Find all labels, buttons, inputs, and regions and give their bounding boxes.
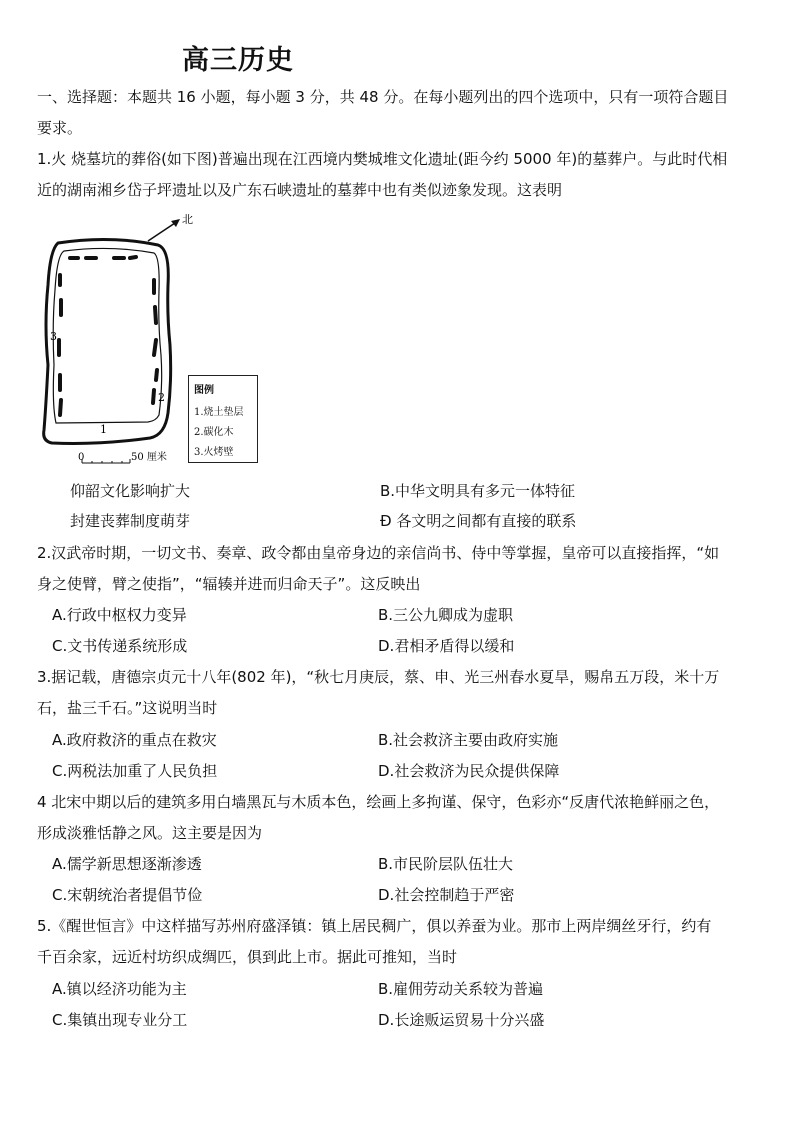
section-instructions-line1: 一、选择题：本题共 16 小题，每小题 3 分，共 48 分。在每小题列出的四个选项中，只有一项符合题目 (37, 88, 729, 106)
q3-option-a: A.政府救济的重点在救灾 (52, 731, 217, 749)
section-instructions-line2: 要求。 (37, 119, 83, 137)
label-2: 2 (158, 391, 165, 404)
q2-option-a: A.行政中枢权力变异 (52, 606, 187, 624)
q4-option-c: C.宋朝统治者提倡节俭 (52, 886, 203, 904)
q1-option-c: 封建丧葬制度萌芽 (70, 512, 191, 530)
q4-option-d: D.社会控制趋于严密 (378, 886, 515, 904)
legend-item-3: 3.火烤壁 (194, 447, 234, 458)
q3-stem-line2: 石，盐三千石。”这说明当时 (37, 699, 218, 717)
q1-option-b: B.中华文明具有多元一体特征 (380, 482, 576, 500)
legend-item-1: 1.烧土垫层 (194, 407, 244, 418)
q1-option-d: Đ 各文明之间都有直接的联系 (380, 512, 577, 530)
legend-title: 图例 (194, 385, 214, 396)
carbonized-wood-marks (59, 257, 157, 415)
q5-option-a: A.镇以经济功能为主 (52, 980, 187, 998)
q1-option-a: 仰韶文化影响扩大 (70, 482, 191, 500)
q4-stem-line2: 形成淡雅恬静之风。这主要是因为 (37, 824, 263, 842)
q5-option-d: D.长途贩运贸易十分兴盛 (378, 1011, 545, 1029)
q5-option-b: B.雇佣劳动关系较为普遍 (378, 980, 544, 998)
q4-stem-line1: 4 北宋中期以后的建筑多用白墙黑瓦与木质本色，绘画上多拘谨、保守，色彩亦“反唐代浓艳鲜丽之色， (37, 793, 720, 811)
figure-legend (188, 375, 258, 463)
legend-item-2: 2.碳化木 (194, 427, 234, 438)
scale-start: 0 (78, 452, 85, 463)
north-label: 北 (182, 213, 193, 226)
scale-end: 50 厘米 (131, 452, 167, 463)
q3-option-d: D.社会救济为民众提供保障 (378, 762, 560, 780)
q3-option-c: C.两税法加重了人民负担 (52, 762, 218, 780)
label-1: 1 (100, 423, 107, 436)
q5-option-c: C.集镇出现专业分工 (52, 1011, 188, 1029)
q3-stem-line1: 3.据记载，唐德宗贞元十八年(802 年)，“秋七月庚辰，蔡、申、光三州春水夏旱，赐帛五万段，米十万 (37, 668, 720, 686)
q2-stem-line2: 身之使臂，臂之使指”，“辐辏并进而归命天子”。这反映出 (37, 575, 421, 593)
q2-option-d: D.君相矛盾得以缓和 (378, 637, 515, 655)
q4-option-b: B.市民阶层队伍壮大 (378, 855, 514, 873)
q4-option-a: A.儒学新思想逐渐渗透 (52, 855, 202, 873)
q3-option-b: B.社会救济主要由政府实施 (378, 731, 559, 749)
q2-option-c: C.文书传递系统形成 (52, 637, 188, 655)
pit-outline (44, 239, 171, 443)
scale-bar (82, 459, 130, 463)
page-title: 高三历史 (182, 45, 294, 76)
label-3: 3 (50, 330, 57, 343)
q1-stem-line2: 近的湖南湘乡岱子坪遗址以及广东石峡遗址的墓葬中也有类似迹象发现。这表明 (37, 181, 563, 199)
q5-stem-line1: 5.《醒世恒言》中这样描写苏州府盛泽镇：镇上居民稠广，俱以养蚕为业。那市上两岸绸丝牙行，约有 (37, 917, 712, 935)
q2-stem-line1: 2.汉武帝时期，一切文书、奏章、政令都由皇帝身边的亲信尚书、侍中等掌握，皇帝可以直接指挥，“如 (37, 544, 720, 562)
q2-option-b: B.三公九卿成为虚职 (378, 606, 514, 624)
q5-stem-line2: 千百余家，远近村坊织成绸匹，俱到此上市。据此可推知，当时 (37, 948, 458, 966)
q1-stem-line1: 1.火 烧墓坑的葬俗(如下图)普遍出现在江西境内樊城堆文化遗址(距今约 5000 年)的墓葬户。与此时代相 (37, 150, 728, 168)
